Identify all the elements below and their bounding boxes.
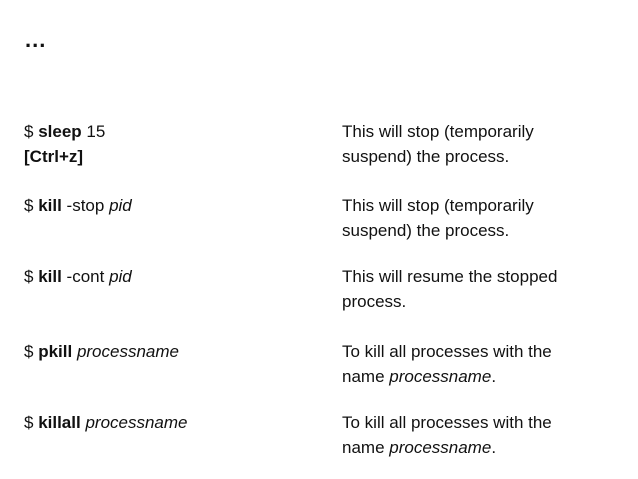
command-text: [24, 119, 324, 169]
command-line: [24, 410, 324, 435]
description-period: .: [491, 367, 497, 386]
prompt-symbol: $: [24, 196, 39, 215]
prompt-symbol: $: [24, 267, 39, 286]
description-line-2: suspend) the process.: [342, 147, 510, 166]
command-description: [342, 119, 624, 169]
command-name: pkill: [38, 342, 73, 361]
description-line-1: This will stop (temporarily: [342, 122, 534, 141]
command-line-2: [24, 144, 324, 169]
command-description: [342, 193, 624, 243]
description-placeholder: processname: [389, 438, 492, 457]
description-period: .: [491, 438, 497, 457]
command-placeholder: processname: [85, 413, 188, 432]
command-placeholder: pid: [109, 196, 132, 215]
command-placeholder: processname: [76, 342, 179, 361]
command-name: sleep: [38, 122, 82, 141]
command-args: -cont: [61, 267, 110, 286]
command-line: [24, 264, 324, 289]
description-text: name: [342, 367, 390, 386]
description-line-2: [342, 435, 624, 460]
command-line: [24, 193, 324, 218]
command-name: kill: [38, 267, 62, 286]
description-line-2: process.: [342, 292, 407, 311]
command-placeholder: pid: [109, 267, 132, 286]
command-line: [24, 119, 324, 144]
prompt-symbol: $: [24, 413, 39, 432]
command-description: [342, 410, 624, 460]
description-line-1: This will stop (temporarily: [342, 196, 534, 215]
description-text: name: [342, 438, 390, 457]
command-description: [342, 264, 624, 314]
prompt-symbol: $: [24, 122, 39, 141]
command-text: [24, 193, 324, 218]
description-line-2: suspend) the process.: [342, 221, 510, 240]
description-line-1: To kill all processes with the: [342, 342, 552, 361]
command-args: -stop: [61, 196, 110, 215]
command-text: [24, 410, 324, 435]
command-name: kill: [38, 196, 62, 215]
slide-title: ...: [25, 27, 47, 52]
description-line-2: [342, 364, 624, 389]
key-combo: [Ctrl+z]: [24, 147, 84, 166]
description-line-1: To kill all processes with the: [342, 413, 552, 432]
description-placeholder: processname: [389, 367, 492, 386]
prompt-symbol: $: [24, 342, 39, 361]
description-line-1: This will resume the stopped: [342, 267, 558, 286]
command-text: [24, 264, 324, 289]
command-text: [24, 339, 324, 364]
command-name: killall: [38, 413, 81, 432]
command-description: [342, 339, 624, 389]
command-args: 15: [81, 122, 106, 141]
command-line: [24, 339, 324, 364]
